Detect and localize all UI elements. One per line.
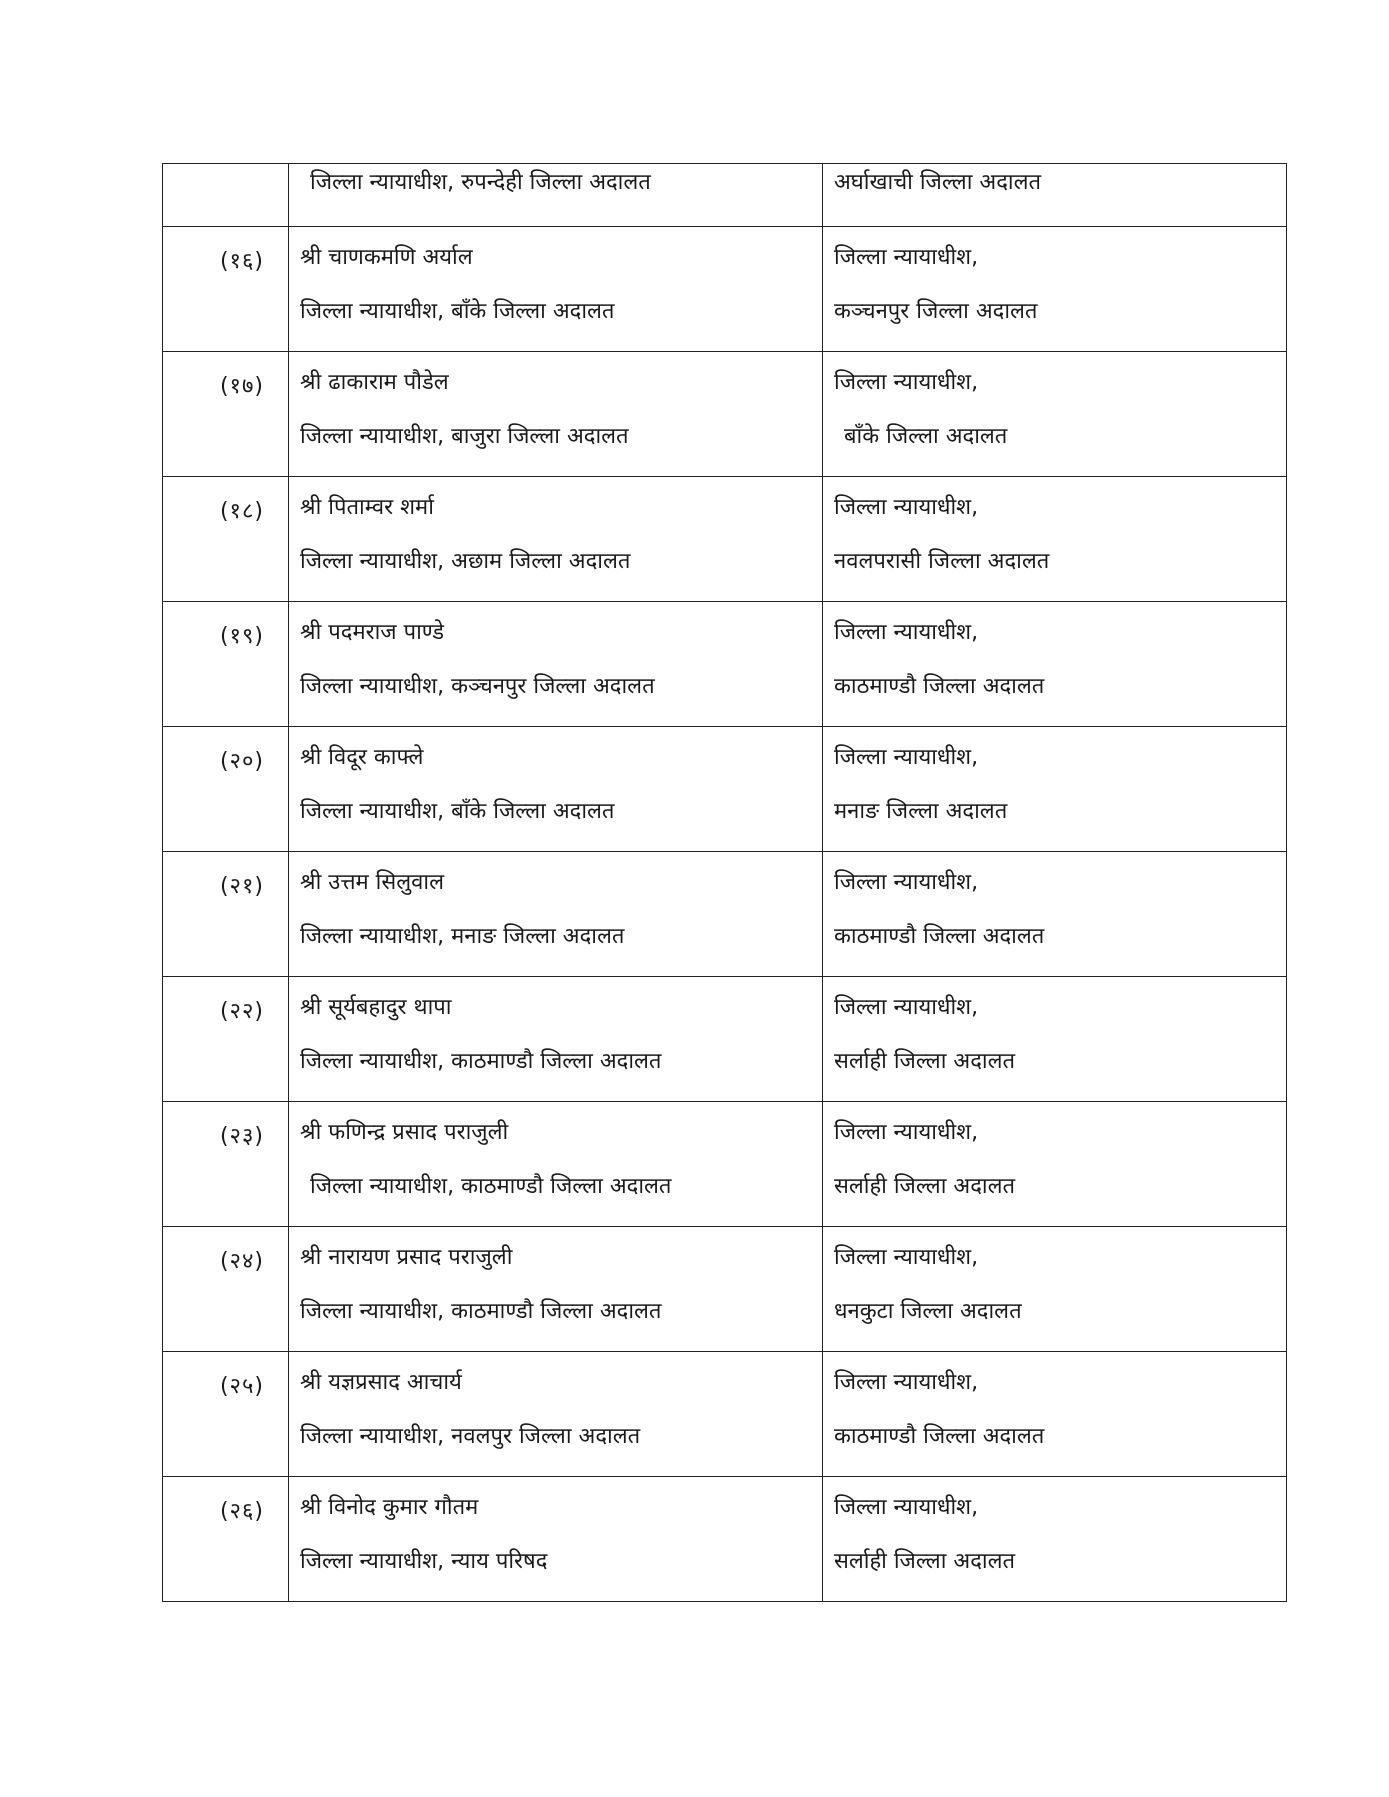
new-post-court: सर्लाही जिल्ला अदालत [834, 1049, 1016, 1074]
table-row [163, 602, 1287, 727]
new-post-title: जिल्ला न्यायाधीश, [834, 495, 979, 520]
new-post-title: जिल्ला न्यायाधीश, [834, 870, 979, 895]
serial-number-cell [163, 1352, 289, 1477]
current-post: जिल्ला न्यायाधीश, न्याय परिषद [300, 1549, 548, 1574]
new-post-cell [823, 164, 1287, 227]
name-and-current-post-cell [289, 477, 823, 602]
serial-number-cell [163, 227, 289, 352]
new-post-title: जिल्ला न्यायाधीश, [834, 1370, 979, 1395]
serial-number-cell [163, 852, 289, 977]
new-post-cell [823, 1102, 1287, 1227]
serial-number: (१७) [219, 374, 264, 399]
new-post-cell [823, 352, 1287, 477]
table-row [163, 227, 1287, 352]
judge-name: श्री उत्तम सिलुवाल [300, 870, 445, 895]
serial-number-cell [163, 477, 289, 602]
table-row [163, 1352, 1287, 1477]
serial-number: (२५) [219, 1374, 264, 1399]
current-post: जिल्ला न्यायाधीश, बाजुरा जिल्ला अदालत [300, 424, 629, 449]
name-and-current-post-cell [289, 727, 823, 852]
serial-number: (१६) [219, 249, 264, 274]
new-post-court: काठमाण्डौ जिल्ला अदालत [834, 674, 1045, 699]
serial-number: (२३) [219, 1124, 264, 1149]
name-and-current-post-cell [289, 227, 823, 352]
judge-name: श्री सूर्यबहादुर थापा [300, 995, 452, 1020]
name-and-current-post-cell [289, 1227, 823, 1352]
new-post-title: जिल्ला न्यायाधीश, [834, 370, 979, 395]
serial-number: (२४) [219, 1249, 264, 1274]
judge-name: श्री ढाकाराम पौडेल [300, 370, 449, 395]
new-post-court: सर्लाही जिल्ला अदालत [834, 1549, 1016, 1574]
new-post-cell [823, 1227, 1287, 1352]
current-post: जिल्ला न्यायाधीश, काठमाण्डौ जिल्ला अदालत [300, 1299, 662, 1324]
name-and-current-post-cell [289, 1102, 823, 1227]
current-post: जिल्ला न्यायाधीश, रुपन्देही जिल्ला अदालत [310, 170, 651, 195]
serial-number-cell [163, 977, 289, 1102]
serial-number-cell [163, 727, 289, 852]
judge-name: श्री चाणकमणि अर्याल [300, 245, 473, 270]
serial-number: (२६) [219, 1499, 264, 1524]
table-row [163, 727, 1287, 852]
new-post-court: अर्घाखाची जिल्ला अदालत [834, 170, 1042, 195]
current-post: जिल्ला न्यायाधीश, बाँके जिल्ला अदालत [300, 799, 615, 824]
new-post-title: जिल्ला न्यायाधीश, [834, 995, 979, 1020]
serial-number-cell [163, 1227, 289, 1352]
table-row-continued [163, 164, 1287, 227]
new-post-cell [823, 1477, 1287, 1602]
table-row [163, 352, 1287, 477]
new-post-title: जिल्ला न्यायाधीश, [834, 1245, 979, 1270]
table-row [163, 477, 1287, 602]
new-post-cell [823, 1352, 1287, 1477]
current-post: जिल्ला न्यायाधीश, काठमाण्डौ जिल्ला अदालत [300, 1049, 662, 1074]
serial-number-cell [163, 164, 289, 227]
new-post-court: नवलपरासी जिल्ला अदालत [834, 549, 1050, 574]
judge-name: श्री विनोद कुमार गौतम [300, 1495, 479, 1520]
serial-number-cell [163, 602, 289, 727]
new-post-court: कञ्चनपुर जिल्ला अदालत [834, 299, 1038, 324]
serial-number: (१८) [219, 499, 264, 524]
new-post-court: काठमाण्डौ जिल्ला अदालत [834, 1424, 1045, 1449]
new-post-court: धनकुटा जिल्ला अदालत [834, 1299, 1022, 1324]
judge-name: श्री यज्ञप्रसाद आचार्य [300, 1370, 462, 1395]
new-post-title: जिल्ला न्यायाधीश, [834, 620, 979, 645]
table-row [163, 977, 1287, 1102]
current-post-cell [289, 164, 823, 227]
name-and-current-post-cell [289, 1477, 823, 1602]
current-post: जिल्ला न्यायाधीश, मनाङ जिल्ला अदालत [300, 924, 625, 949]
table-row [163, 1227, 1287, 1352]
judge-name: श्री फणिन्द्र प्रसाद पराजुली [300, 1120, 509, 1145]
transfer-table [162, 163, 1287, 1602]
table-row [163, 1477, 1287, 1602]
table-row [163, 852, 1287, 977]
judge-name: श्री पदमराज पाण्डे [300, 620, 445, 645]
new-post-title: जिल्ला न्यायाधीश, [834, 1495, 979, 1520]
serial-number: (२१) [219, 874, 264, 899]
new-post-court: मनाङ जिल्ला अदालत [834, 799, 1008, 824]
new-post-cell [823, 477, 1287, 602]
judge-name: श्री पिताम्वर शर्मा [300, 495, 434, 520]
new-post-title: जिल्ला न्यायाधीश, [834, 245, 979, 270]
new-post-cell [823, 977, 1287, 1102]
current-post: जिल्ला न्यायाधीश, काठमाण्डौ जिल्ला अदालत [310, 1174, 672, 1199]
new-post-court: काठमाण्डौ जिल्ला अदालत [834, 924, 1045, 949]
new-post-title: जिल्ला न्यायाधीश, [834, 745, 979, 770]
new-post-title: जिल्ला न्यायाधीश, [834, 1120, 979, 1145]
serial-number: (१९) [219, 624, 264, 649]
new-post-cell [823, 602, 1287, 727]
name-and-current-post-cell [289, 352, 823, 477]
judge-name: श्री विदूर काफ्ले [300, 745, 424, 770]
serial-number-cell [163, 352, 289, 477]
new-post-court: बाँके जिल्ला अदालत [844, 424, 1008, 449]
name-and-current-post-cell [289, 852, 823, 977]
transfer-table-body [163, 164, 1287, 1602]
new-post-cell [823, 727, 1287, 852]
current-post: जिल्ला न्यायाधीश, अछाम जिल्ला अदालत [300, 549, 631, 574]
serial-number-cell [163, 1102, 289, 1227]
serial-number-cell [163, 1477, 289, 1602]
new-post-cell [823, 852, 1287, 977]
current-post: जिल्ला न्यायाधीश, कञ्चनपुर जिल्ला अदालत [300, 674, 655, 699]
judge-name: श्री नारायण प्रसाद पराजुली [300, 1245, 513, 1270]
name-and-current-post-cell [289, 602, 823, 727]
serial-number: (२०) [219, 749, 264, 774]
table-row [163, 1102, 1287, 1227]
new-post-cell [823, 227, 1287, 352]
name-and-current-post-cell [289, 977, 823, 1102]
name-and-current-post-cell [289, 1352, 823, 1477]
current-post: जिल्ला न्यायाधीश, बाँके जिल्ला अदालत [300, 299, 615, 324]
current-post: जिल्ला न्यायाधीश, नवलपुर जिल्ला अदालत [300, 1424, 641, 1449]
serial-number: (२२) [219, 999, 264, 1024]
new-post-court: सर्लाही जिल्ला अदालत [834, 1174, 1016, 1199]
